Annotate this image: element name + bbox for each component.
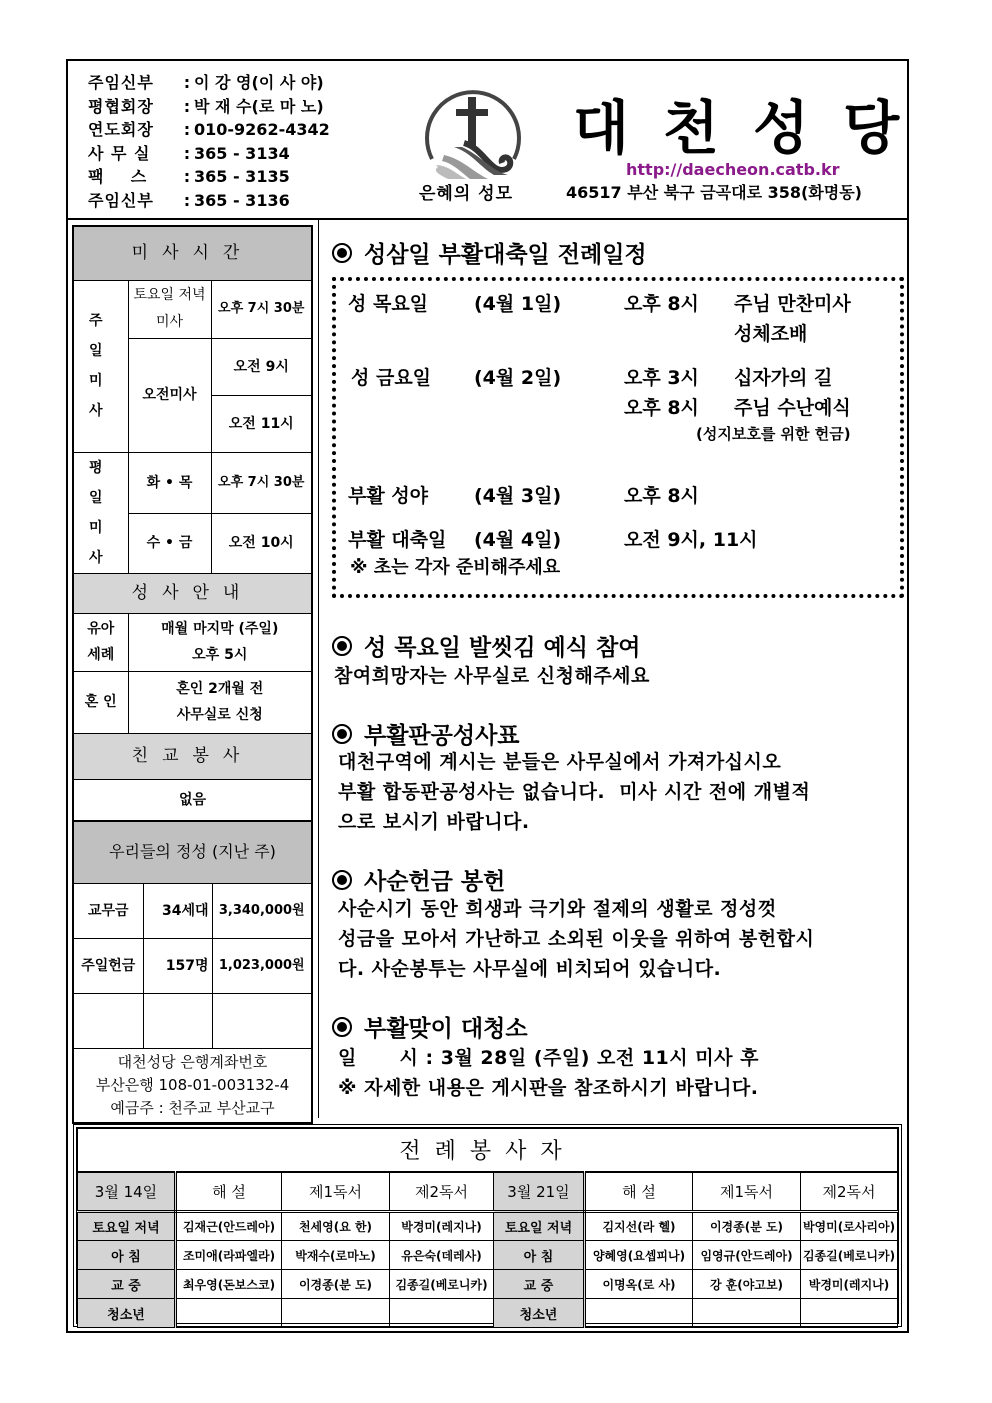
mass-type: 화 • 목 — [128, 452, 211, 513]
easter-cards-text: 대천구역에 계시는 분들은 사무실에서 가져가십시오 부활 합동판공성사는 없습니다. 미사 시간 전에 개별적 으로 보시기 바랍니다. — [338, 751, 811, 833]
mass-time: 오전 9시 — [211, 338, 312, 395]
week-date: 3월 21일 — [494, 1172, 585, 1212]
cleaning-title: 부활맞이 대청소 — [332, 1010, 528, 1043]
visitation-value: 없음 — [73, 779, 312, 821]
info-label: 평협회장 — [88, 96, 154, 116]
holy-week-schedule-box: 성 목요일 (4월 1일) 오후 8시 주님 만찬미사 성체조배 성 금요일 (4월 2일) 오후 3시 십자가의 길 오후 8시 주님 수난예식 (성지보호를 위한 헌금) 부활 성야 (4월 3일) 오후 8시 부활 대축일 (4월 4일) 오전 9시, 11시 ※ 초는 각자 준비해주세요 — [332, 277, 904, 598]
info-label: 연도회장 — [88, 120, 154, 139]
offering-label — [73, 993, 143, 1048]
sacrament-label: 혼 인 — [73, 671, 128, 733]
info-row-prayer: 연도회장 : 010-9262-4342 — [88, 118, 330, 142]
info-row-pastor: 주임신부 : 이 강 영(이 사 야) — [88, 71, 330, 95]
sacrament-label: 유아 세례 — [73, 613, 128, 671]
lent-offering-title: 사순헌금 봉헌 — [332, 863, 505, 896]
sacraments-title: 성사안내 — [73, 573, 312, 613]
bullet-icon — [332, 1017, 352, 1037]
cross-wave-logo-icon — [418, 87, 528, 187]
offering-count — [143, 993, 212, 1048]
mass-type: 오전미사 — [128, 338, 211, 452]
info-label: 팩 스 — [88, 167, 148, 186]
liturgy-servers — [73, 1124, 902, 1327]
info-value: 365 - 3135 — [194, 167, 290, 186]
offering-label: 교무금 — [73, 883, 143, 938]
mass-time: 오후 7시 30분 — [211, 452, 312, 513]
church-title: 대천성당 — [573, 94, 934, 162]
column-header: 해 설 — [176, 1172, 282, 1212]
table-row: 교 중 최우영(돈보스코) 이경종(분 도) 김종길(베로니카) 교 중 이명옥(로 사) 강 훈(야고보) 박경미(레지나) — [78, 1270, 898, 1299]
info-value: 365 - 3136 — [194, 190, 290, 210]
sunday-mass-label: 주 일 미 사 — [73, 280, 128, 452]
offering-amount: 1,023,000원 — [212, 938, 312, 993]
bullet-icon — [332, 243, 352, 263]
mass-time: 오전 11시 — [211, 395, 312, 452]
offering-amount — [212, 993, 312, 1048]
mass-time: 오후 7시 30분 — [211, 280, 312, 338]
info-row-council: 평협회장 : 박 재 수(로 마 노) — [88, 95, 330, 119]
week-date: 3월 14일 — [78, 1172, 176, 1212]
offering-table — [72, 820, 313, 1124]
info-row-office: 사 무 실 : 365 - 3134 — [88, 142, 330, 166]
info-value: 이 강 영(이 사 야) — [194, 73, 324, 92]
offering-title: 우리들의 정성 (지난 주) — [73, 821, 312, 883]
church-address: 46517 부산 북구 금곡대로 358(화명동) — [566, 183, 862, 202]
cleaning-text: 일 시 : 3월 28일 (주일) 오전 11시 미사 후 ※ 자세한 내용은 게시판을 참조하시기 바랍니다. — [338, 1047, 759, 1099]
left-column — [68, 220, 319, 1118]
offering-count: 157명 — [143, 938, 212, 993]
table-row: 아 침 조미애(라파엘라) 박재수(로마노) 유은숙(데레사) 아 침 양혜영(요셉피나) 임영규(안드레아) 김종길(베로니카) — [78, 1241, 898, 1270]
church-url[interactable]: http://daecheon.catb.kr — [626, 160, 840, 179]
mass-type: 수 • 금 — [128, 513, 211, 573]
column-header: 해 설 — [585, 1172, 693, 1212]
mass-type: 토요일 저녁미사 — [128, 280, 211, 338]
visitation-title: 친교봉사 — [73, 733, 312, 779]
info-label: 주임신부 — [88, 73, 154, 92]
info-value: 박 재 수(로 마 노) — [194, 96, 324, 116]
sacrament-info: 매월 마지막 (주일) 오후 5시 — [128, 613, 312, 671]
bullet-icon — [332, 724, 352, 744]
holy-week-note: ※ 초는 각자 준비해주세요 — [350, 557, 561, 578]
logo-caption: 은혜의 성모 — [419, 184, 514, 204]
foot-washing-title: 성 목요일 발씻김 예식 참여 — [332, 629, 640, 662]
right-column — [320, 220, 907, 1118]
bulletin-page — [66, 59, 934, 1333]
offering-count: 34세대 — [143, 883, 212, 938]
mass-times-table — [72, 225, 313, 822]
liturgy-servers-table — [77, 1128, 898, 1328]
info-row-fax: 팩 스 : 365 - 3135 — [88, 165, 330, 189]
bank-account-info: 대천성당 은행계좌번호 부산은행 108-01-003132-4 예금주 : 천주교 부산교구 — [73, 1048, 312, 1123]
info-label: 사 무 실 — [88, 143, 151, 163]
info-row-pastor-phone: 주임신부 : 365 - 3136 — [88, 189, 330, 213]
mass-times-title: 미사시간 — [73, 226, 312, 280]
sacrament-info: 혼인 2개월 전 사무실로 신청 — [128, 671, 312, 733]
servers-title: 전례봉사자 — [78, 1129, 898, 1172]
contact-info — [88, 71, 330, 212]
info-value: 010-9262-4342 — [194, 120, 330, 139]
holy-week-title: 성삼일 부활대축일 전례일정 — [332, 236, 647, 269]
column-header: 제1독서 — [282, 1172, 390, 1212]
lent-offering-text: 사순시기 동안 희생과 극기와 절제의 생활로 정성껏 성금을 모아서 가난하고 소외된 이웃을 위하여 봉헌합시 다. 사순봉투는 사무실에 비치되어 있습니다. — [338, 898, 815, 980]
column-header: 제1독서 — [693, 1172, 801, 1212]
bullet-icon — [332, 636, 352, 656]
column-header: 제2독서 — [801, 1172, 898, 1212]
weekday-mass-label: 평 일 미 사 — [73, 452, 128, 573]
bulletin-header — [68, 61, 934, 220]
offering-label: 주일헌금 — [73, 938, 143, 993]
column-header: 제2독서 — [390, 1172, 494, 1212]
easter-cards-title: 부활판공성사표 — [332, 717, 520, 750]
mass-time: 오전 10시 — [211, 513, 312, 573]
bullet-icon — [332, 870, 352, 890]
offering-amount: 3,340,000원 — [212, 883, 312, 938]
info-value: 365 - 3134 — [194, 143, 290, 163]
info-label: 주임신부 — [88, 190, 154, 210]
table-row: 청소년 청소년 — [78, 1299, 898, 1328]
table-row: 토요일 저녁 김재근(안드레아) 천세영(요 한) 박경미(레지나) 토요일 저녁 김지선(라 헬) 이경종(분 도) 박영미(로사리아) — [78, 1212, 898, 1241]
foot-washing-text: 참여희망자는 사무실로 신청해주세요 — [334, 665, 650, 687]
